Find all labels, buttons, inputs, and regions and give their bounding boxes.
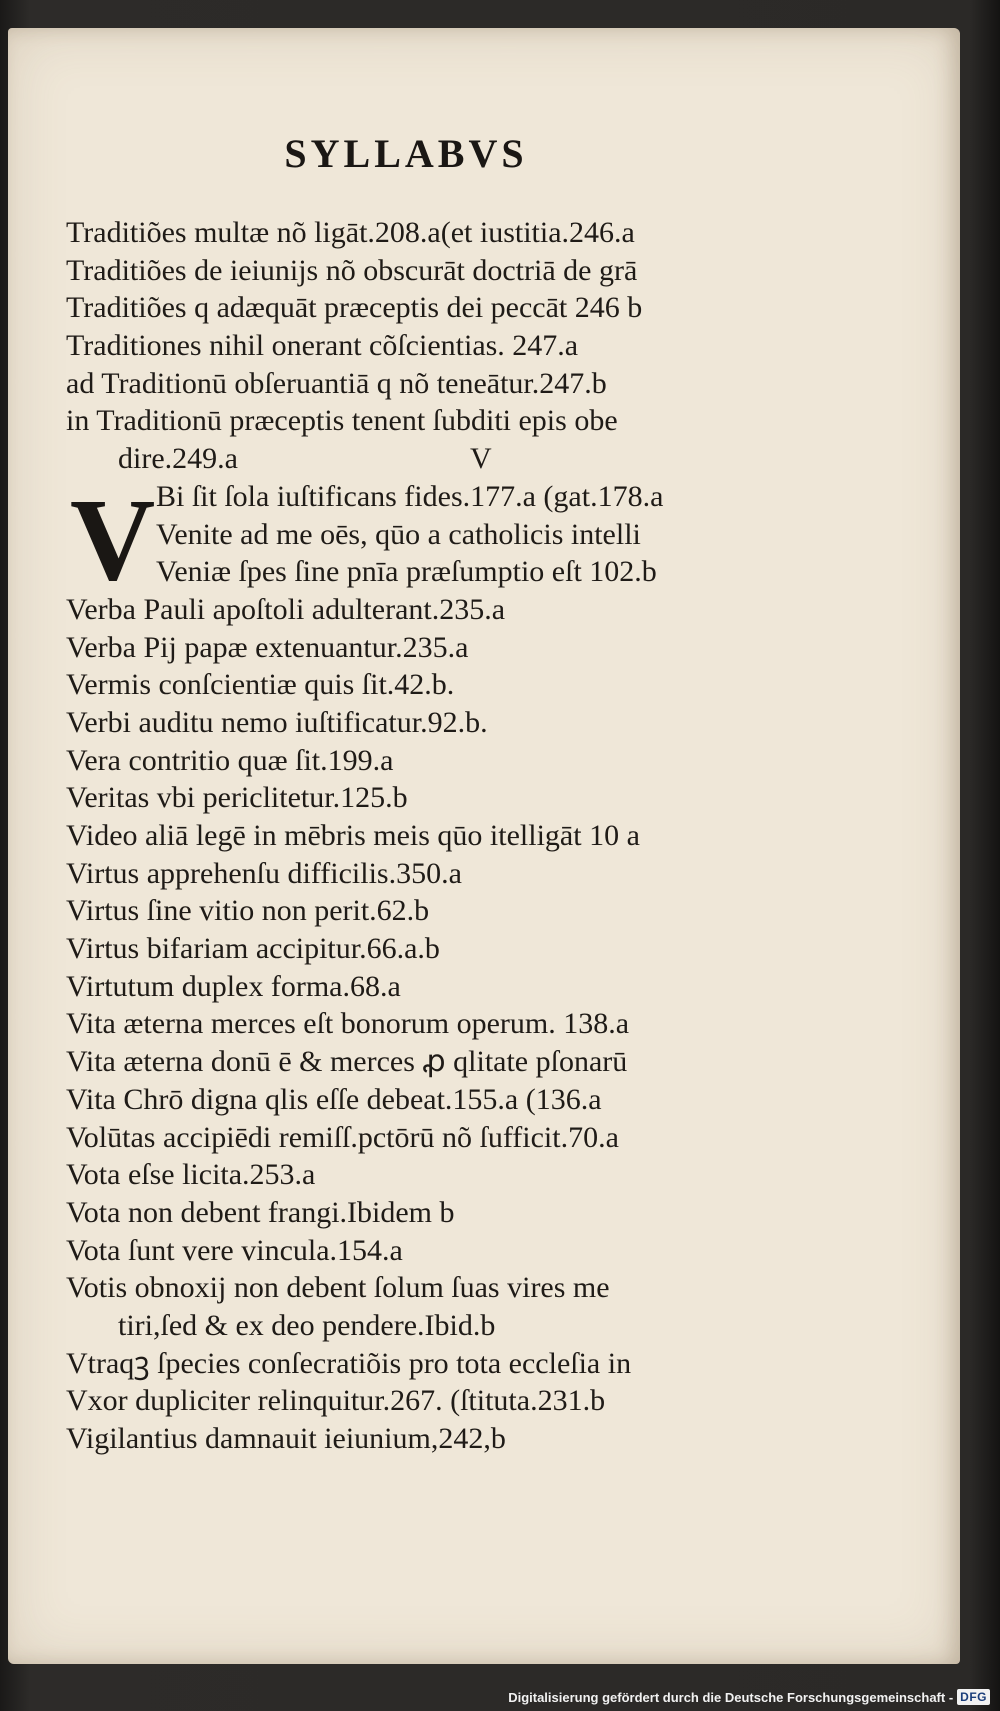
index-entry-continuation: tiri,ſed & ex deo pendere.Ibid.b xyxy=(118,1308,496,1342)
index-entry: ad Traditionū obſeruantiā q nõ teneātur.247.b xyxy=(66,366,607,400)
index-entry: Traditiões de ieiunijs nõ obscurāt doctriā de grā xyxy=(66,253,638,287)
index-entry: Verba Pauli apoſtoli adulterant.235.a xyxy=(66,592,506,626)
page-text-block xyxy=(66,28,926,1664)
index-entry: Traditiões multæ nõ ligāt.208.a(et iustitia.246.a xyxy=(66,216,635,249)
index-entry: Vita Chrō digna qlis eſſe debeat.155.a (136.a xyxy=(66,1082,602,1116)
index-entry: Vota eſse licita.253.a xyxy=(66,1158,316,1192)
index-entry-text: dire.249.a xyxy=(118,442,238,476)
index-entry: Vota non debent frangi.Ibidem b xyxy=(66,1195,455,1229)
index-entry: Vermis conſcientiæ quis ſit.42.b. xyxy=(66,668,455,702)
dfg-logo-icon: DFG xyxy=(957,1689,990,1705)
index-entry: Volūtas accipiēdi remiſſ.pctōrū nõ ſufficit.70.a xyxy=(66,1120,619,1154)
index-entry: Virtus bifariam accipitur.66.a.b xyxy=(66,932,440,966)
index-entry: Veritas vbi periclitetur.125.b xyxy=(66,781,408,815)
index-entries xyxy=(66,214,926,1458)
index-entry: Vita æterna donū ē & merces ꝓ qlitate pſonarū xyxy=(66,1045,628,1079)
index-entry: Vigilantius damnauit ieiunium,242,b xyxy=(66,1422,506,1455)
index-entry: Virtus ſine vitio non perit.62.b xyxy=(66,894,430,928)
dropcap-letter: V xyxy=(70,474,156,605)
index-entry: Traditiones nihil onerant cõſcientias. 247.a xyxy=(66,329,579,363)
index-entry: Votis obnoxij non debent ſolum ſuas vires me xyxy=(66,1271,610,1305)
book-page xyxy=(8,28,960,1664)
index-entry: Vota ſunt vere vincula.154.a xyxy=(66,1233,403,1267)
index-entry: Vxor dupliciter relinquitur.267. (ſtituta.231.b xyxy=(66,1384,606,1418)
index-entry: Bi ſit ſola iuſtificans fides.177.a (gat.178.a xyxy=(156,479,664,513)
index-entry: in Traditionū præceptis tenent ſubditi epis obe xyxy=(66,404,618,438)
index-entry: Vita æterna merces eſt bonorum operum. 138.a xyxy=(66,1007,630,1041)
index-entry: Venite ad me oēs, qūo a catholicis intelli xyxy=(156,517,641,551)
index-entry: Video aliā legē in mēbris meis qūo itelligāt 10 a xyxy=(66,819,640,852)
page-header: SYLLABVS xyxy=(284,131,528,176)
index-entry: Virtutum duplex forma.68.a xyxy=(66,969,401,1003)
index-entry: Verba Pij papæ extenuantur.235.a xyxy=(66,630,469,664)
index-entry: Virtus apprehenſu difficilis.350.a xyxy=(66,856,462,890)
index-entry: Traditiões q adæquāt præceptis dei peccāt 246 b xyxy=(66,291,643,325)
index-entry: Vtraqꝫ ſpecies conſecratiõis pro tota eccleſia in xyxy=(66,1346,632,1380)
credit-text: Digitalisierung gefördert durch die Deutsche Forschungsgemeinschaft - xyxy=(508,1689,954,1705)
digitization-credit xyxy=(508,1689,990,1705)
index-entry: Verbi auditu nemo iuſtificatur.92.b. xyxy=(66,705,488,739)
section-letter: V xyxy=(470,442,492,476)
index-entry-continuation xyxy=(66,440,926,478)
index-entry: Veniæ ſpes ſine pnīa præſumptio eſt 102.b xyxy=(156,555,657,589)
index-entry: Vera contritio quæ ſit.199.a xyxy=(66,743,394,777)
